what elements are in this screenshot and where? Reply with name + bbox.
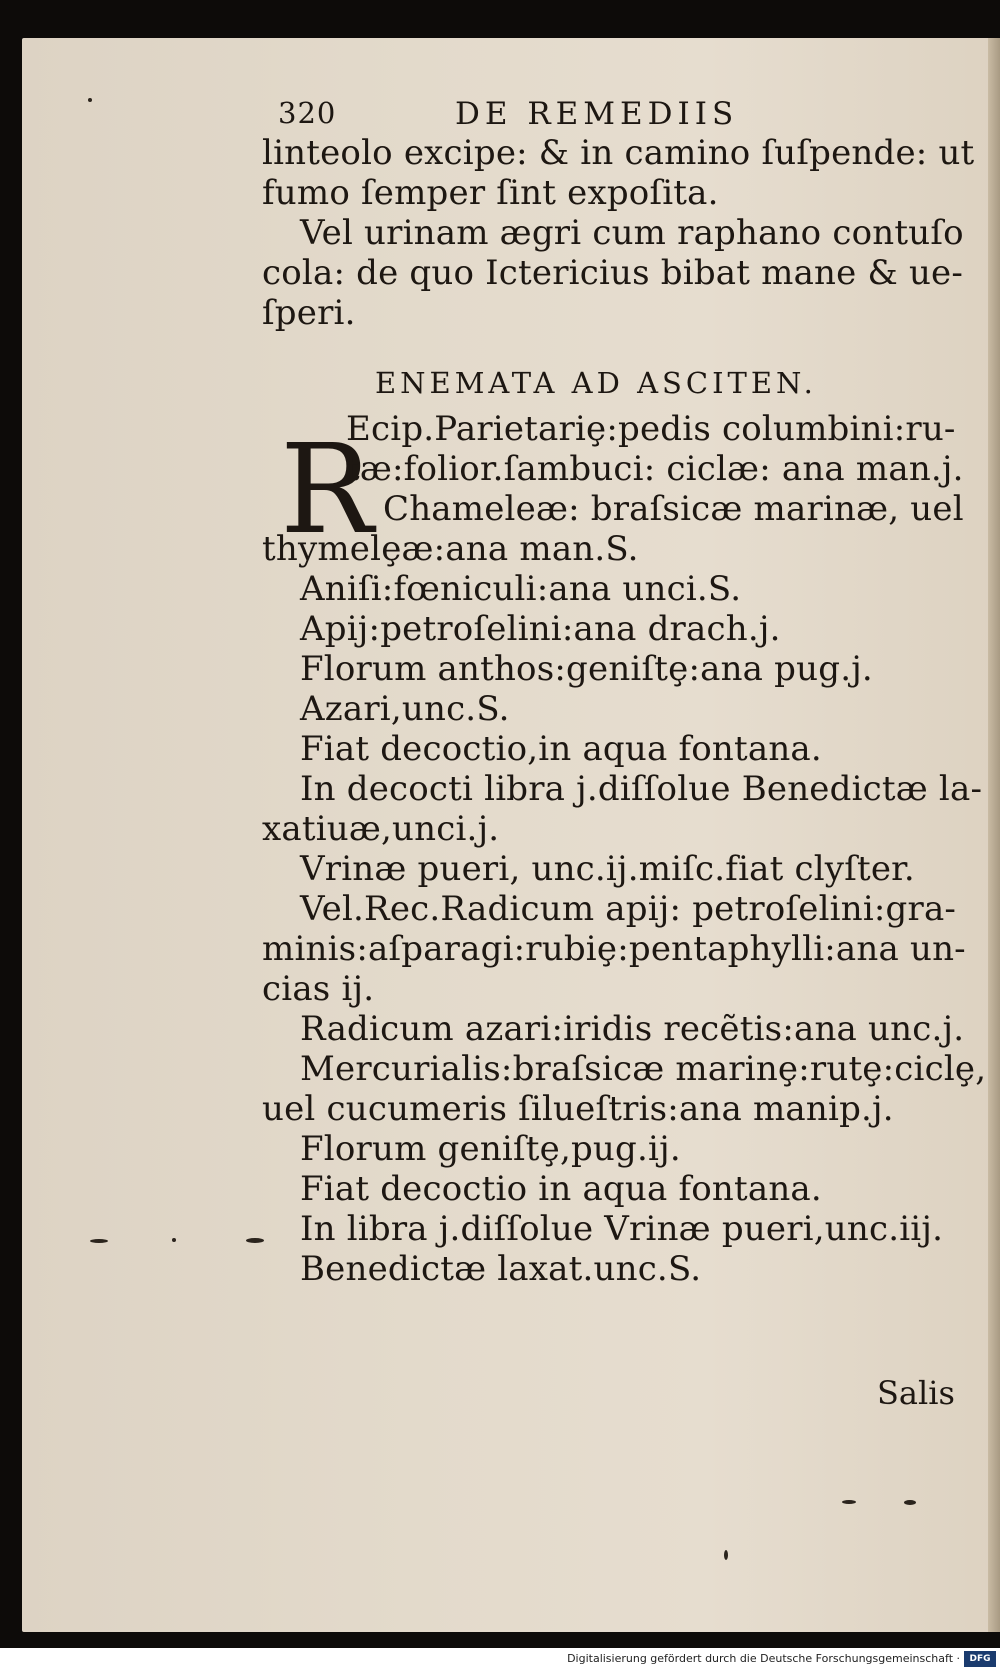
recipe-line: Florum anthos:geniſtȩ:ana pug.j. [300, 649, 873, 689]
recipe-line: Florum geniſtȩ,pug.ij. [300, 1129, 681, 1169]
digitization-footer [0, 1648, 1000, 1673]
text-line: linteolo excipe: & in camino ſuſpende: ut [262, 133, 975, 173]
text-line: cola: de quo Ictericius bibat mane & ue- [262, 253, 964, 293]
ink-speck [246, 1238, 264, 1243]
recipe-line: minis:aſparagi:rubiȩ:pentaphylli:ana un- [262, 929, 966, 969]
ink-speck [904, 1500, 916, 1505]
recipe-line: Ecip.Parietariȩ:pedis columbini:ru- [346, 409, 956, 449]
recipe-line: In libra j.diſſolue Vrinæ pueri,unc.iij. [300, 1209, 944, 1249]
recipe-line: tæ:folior.ſambuci: ciclæ: ana man.j. [346, 449, 964, 489]
recipe-line: Radicum azari:iridis recẽtis:ana unc.j. [300, 1009, 965, 1049]
running-title: DE REMEDIIS [455, 96, 739, 132]
recipe-line: thymelȩæ:ana man.S. [262, 529, 639, 569]
text-line: ſperi. [262, 293, 356, 333]
recipe-line: cias ij. [262, 969, 375, 1009]
recipe-line: Vrinæ pueri, unc.ij.miſc.fiat clyſter. [300, 849, 915, 889]
footer-credit: Digitalisierung gefördert durch die Deutsche Forschungsgemeinschaft · [567, 1652, 960, 1665]
catchword: Salis [877, 1374, 955, 1412]
section-heading: ENEMATA AD ASCITEN. [375, 366, 817, 400]
dfg-logo: DFG [964, 1651, 996, 1667]
ink-speck [724, 1550, 728, 1560]
recipe-line: Mercurialis:braſsicæ marinȩ:rutȩ:ciclȩ, [300, 1049, 987, 1089]
recipe-line: Aniſi:fœniculi:ana unci.S. [300, 569, 742, 609]
ink-speck [90, 1239, 108, 1243]
ink-speck [172, 1238, 176, 1242]
recipe-line: Fiat decoctio,in aqua fontana. [300, 729, 822, 769]
text-line: fumo ſemper ſint expoſita. [262, 173, 719, 213]
recipe-line: In decocti libra j.diſſolue Benedictæ la- [300, 769, 983, 809]
ink-speck [88, 98, 92, 102]
text-line: Vel urinam ægri cum raphano contuſo [300, 213, 964, 253]
recipe-line: Benedictæ laxat.unc.S. [300, 1249, 702, 1289]
recipe-line: Fiat decoctio in aqua fontana. [300, 1169, 822, 1209]
ink-speck [842, 1500, 856, 1504]
recipe-line: Chameleæ: braſsicæ marinæ, uel [383, 489, 964, 529]
recipe-line: Vel.Rec.Radicum apij: petroſelini:gra- [300, 889, 957, 929]
recipe-line: uel cucumeris ſilueſtris:ana manip.j. [262, 1089, 894, 1129]
recipe-line: Azari,unc.S. [300, 689, 510, 729]
page-number: 320 [278, 96, 337, 130]
recipe-line: Apij:petroſelini:ana drach.j. [300, 609, 781, 649]
drop-cap: R [280, 418, 374, 562]
recipe-line: xatiuæ,unci.j. [262, 809, 500, 849]
